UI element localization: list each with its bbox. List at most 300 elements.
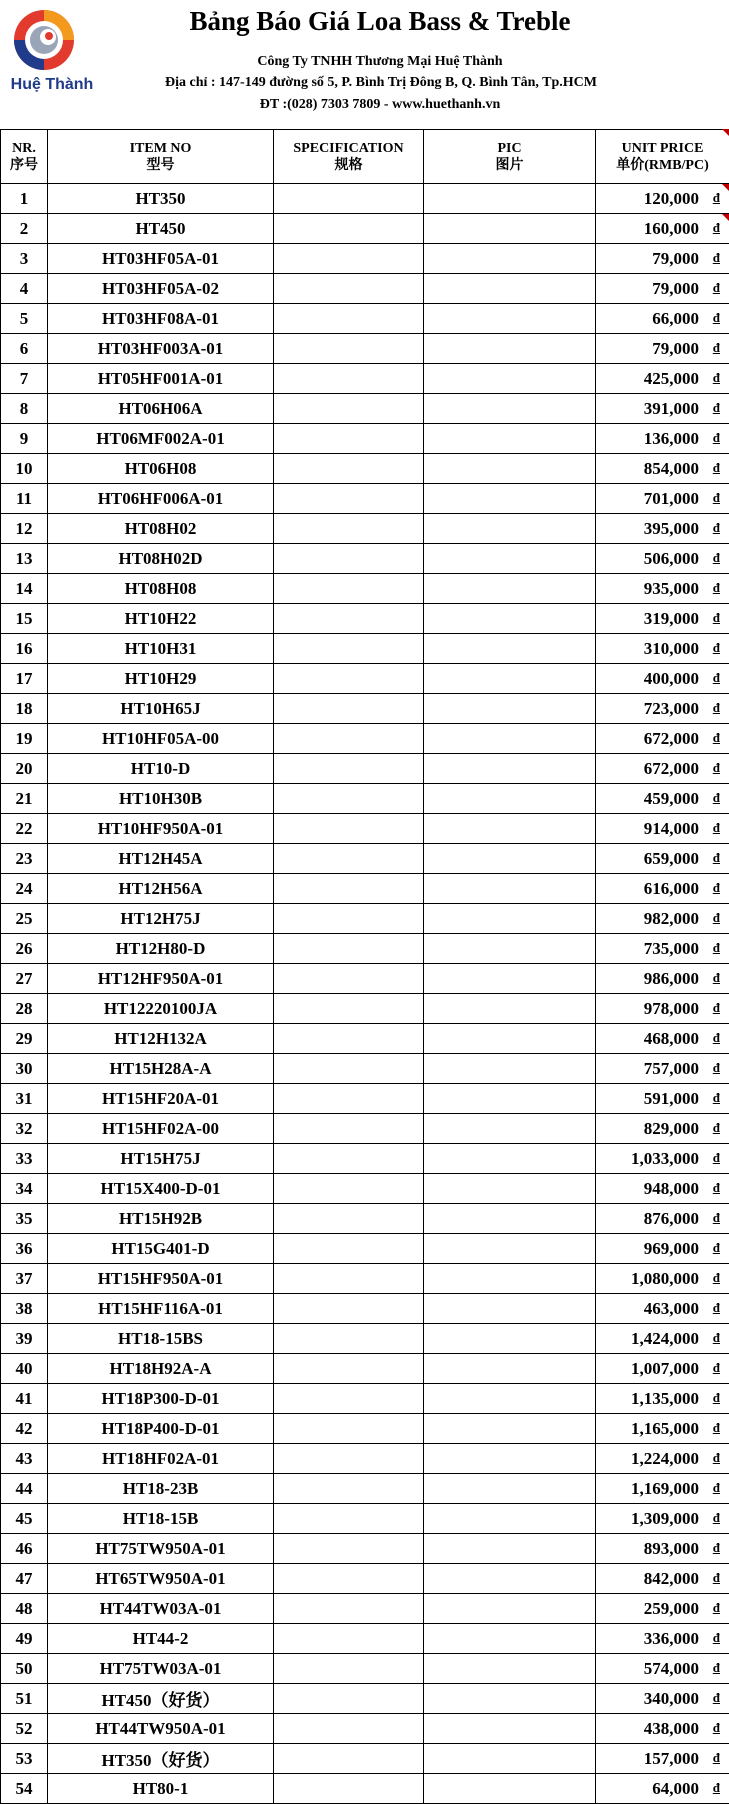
specification-cell xyxy=(274,1624,424,1654)
picture-cell xyxy=(424,544,596,574)
currency-symbol: đ xyxy=(712,250,720,265)
currency-symbol: đ xyxy=(712,580,720,595)
table-row xyxy=(1,814,729,844)
table-row xyxy=(1,1744,729,1774)
comment-marker xyxy=(722,184,729,191)
unit-price-value: 1,224,000 xyxy=(631,1448,699,1468)
unit-price-value: 463,000 xyxy=(643,1298,699,1318)
unit-price-value: 978,000 xyxy=(643,998,699,1018)
logo-text: Huệ Thành xyxy=(10,76,94,93)
row-number: 50 xyxy=(1,1654,48,1684)
currency-symbol: đ xyxy=(712,1330,720,1345)
specification-cell xyxy=(274,394,424,424)
unit-price-cell xyxy=(596,184,729,214)
picture-cell xyxy=(424,274,596,304)
item-number: HT18-23B xyxy=(48,1474,274,1504)
row-number: 4 xyxy=(1,274,48,304)
specification-cell xyxy=(274,1144,424,1174)
row-number: 17 xyxy=(1,664,48,694)
currency-symbol: đ xyxy=(712,1270,720,1285)
item-number: HT12220100JA xyxy=(48,994,274,1024)
picture-cell xyxy=(424,904,596,934)
table-row xyxy=(1,1414,729,1444)
currency-symbol: đ xyxy=(712,1420,720,1435)
unit-price-cell xyxy=(596,1114,729,1144)
column-header-pic xyxy=(424,130,596,184)
currency-symbol: đ xyxy=(712,1600,720,1615)
picture-cell xyxy=(424,844,596,874)
row-number: 40 xyxy=(1,1354,48,1384)
specification-cell xyxy=(274,364,424,394)
specification-cell xyxy=(274,244,424,274)
currency-symbol: đ xyxy=(712,460,720,475)
currency-symbol: đ xyxy=(712,1570,720,1585)
row-number: 8 xyxy=(1,394,48,424)
table-row xyxy=(1,1384,729,1414)
unit-price-value: 948,000 xyxy=(643,1178,699,1198)
specification-cell xyxy=(274,184,424,214)
item-number: HT350 xyxy=(48,184,274,214)
table-row xyxy=(1,1174,729,1204)
item-number: HT75TW950A-01 xyxy=(48,1534,274,1564)
item-number: HT15H75J xyxy=(48,1144,274,1174)
unit-price-value: 310,000 xyxy=(643,638,699,658)
specification-cell xyxy=(274,1294,424,1324)
currency-symbol: đ xyxy=(712,640,720,655)
item-number: HT05HF001A-01 xyxy=(48,364,274,394)
row-number: 51 xyxy=(1,1684,48,1714)
unit-price-value: 391,000 xyxy=(643,398,699,418)
specification-cell xyxy=(274,1234,424,1264)
row-number: 31 xyxy=(1,1084,48,1114)
row-number: 23 xyxy=(1,844,48,874)
table-row xyxy=(1,634,729,664)
specification-cell xyxy=(274,1204,424,1234)
column-header-item-en: ITEM NO xyxy=(129,140,192,156)
picture-cell xyxy=(424,364,596,394)
currency-symbol: đ xyxy=(712,940,720,955)
picture-cell xyxy=(424,1114,596,1144)
unit-price-cell xyxy=(596,274,729,304)
unit-price-cell xyxy=(596,1444,729,1474)
item-number: HT65TW950A-01 xyxy=(48,1564,274,1594)
table-row xyxy=(1,754,729,784)
currency-symbol: đ xyxy=(712,430,720,445)
unit-price-cell xyxy=(596,1474,729,1504)
unit-price-value: 66,000 xyxy=(652,308,699,328)
row-number: 12 xyxy=(1,514,48,544)
table-row xyxy=(1,1624,729,1654)
unit-price-cell xyxy=(596,1264,729,1294)
currency-symbol: đ xyxy=(712,1780,720,1795)
unit-price-cell xyxy=(596,694,729,724)
currency-symbol: đ xyxy=(712,1540,720,1555)
unit-price-value: 120,000 xyxy=(643,188,699,208)
unit-price-value: 1,309,000 xyxy=(631,1508,699,1528)
unit-price-cell xyxy=(596,1324,729,1354)
unit-price-cell xyxy=(596,1534,729,1564)
currency-symbol: đ xyxy=(712,1180,720,1195)
specification-cell xyxy=(274,1084,424,1114)
item-number: HT44-2 xyxy=(48,1624,274,1654)
row-number: 38 xyxy=(1,1294,48,1324)
table-row xyxy=(1,424,729,454)
unit-price-value: 438,000 xyxy=(643,1718,699,1738)
unit-price-cell xyxy=(596,634,729,664)
item-number: HT18-15BS xyxy=(48,1324,274,1354)
item-number: HT10H22 xyxy=(48,604,274,634)
picture-cell xyxy=(424,724,596,754)
table-row xyxy=(1,214,729,244)
unit-price-value: 876,000 xyxy=(643,1208,699,1228)
unit-price-value: 340,000 xyxy=(643,1688,699,1708)
currency-symbol: đ xyxy=(712,850,720,865)
unit-price-cell xyxy=(596,754,729,784)
unit-price-cell xyxy=(596,1084,729,1114)
row-number: 11 xyxy=(1,484,48,514)
specification-cell xyxy=(274,1654,424,1684)
unit-price-cell xyxy=(596,814,729,844)
unit-price-cell xyxy=(596,1414,729,1444)
page-title: Bảng Báo Giá Loa Bass & Treble xyxy=(189,6,571,36)
unit-price-value: 574,000 xyxy=(643,1658,699,1678)
currency-symbol: đ xyxy=(712,370,720,385)
unit-price-value: 425,000 xyxy=(643,368,699,388)
row-number: 35 xyxy=(1,1204,48,1234)
row-number: 52 xyxy=(1,1714,48,1744)
table-body xyxy=(1,184,729,1804)
picture-cell xyxy=(424,754,596,784)
specification-cell xyxy=(274,1024,424,1054)
row-number: 19 xyxy=(1,724,48,754)
specification-cell xyxy=(274,304,424,334)
logo-icon xyxy=(4,6,90,76)
column-header-specification-zh: 规格 xyxy=(334,157,363,173)
row-number: 14 xyxy=(1,574,48,604)
picture-cell xyxy=(424,214,596,244)
unit-price-cell xyxy=(596,964,729,994)
unit-price-value: 914,000 xyxy=(643,818,699,838)
currency-symbol: đ xyxy=(712,760,720,775)
currency-symbol: đ xyxy=(712,910,720,925)
specification-cell xyxy=(274,1594,424,1624)
row-number: 22 xyxy=(1,814,48,844)
item-number: HT350（好货） xyxy=(48,1744,274,1774)
table-row xyxy=(1,1444,729,1474)
unit-price-value: 468,000 xyxy=(643,1028,699,1048)
item-number: HT12H45A xyxy=(48,844,274,874)
picture-cell xyxy=(424,694,596,724)
item-number: HT10HF950A-01 xyxy=(48,814,274,844)
item-number: HT03HF003A-01 xyxy=(48,334,274,364)
picture-cell xyxy=(424,934,596,964)
item-number: HT10H31 xyxy=(48,634,274,664)
table-row xyxy=(1,454,729,484)
specification-cell xyxy=(274,1054,424,1084)
unit-price-value: 136,000 xyxy=(643,428,699,448)
item-number: HT12H75J xyxy=(48,904,274,934)
item-number: HT15G401-D xyxy=(48,1234,274,1264)
unit-price-value: 1,033,000 xyxy=(631,1148,699,1168)
picture-cell xyxy=(424,1774,596,1804)
picture-cell xyxy=(424,994,596,1024)
picture-cell xyxy=(424,1504,596,1534)
item-number: HT18-15B xyxy=(48,1504,274,1534)
unit-price-value: 79,000 xyxy=(652,278,699,298)
unit-price-cell xyxy=(596,394,729,424)
specification-cell xyxy=(274,1534,424,1564)
item-number: HT450（好货） xyxy=(48,1684,274,1714)
row-number: 46 xyxy=(1,1534,48,1564)
table-row xyxy=(1,184,729,214)
specification-cell xyxy=(274,964,424,994)
row-number: 28 xyxy=(1,994,48,1024)
item-number: HT75TW03A-01 xyxy=(48,1654,274,1684)
table-row xyxy=(1,1564,729,1594)
table-row xyxy=(1,1594,729,1624)
table-row xyxy=(1,604,729,634)
unit-price-value: 829,000 xyxy=(643,1118,699,1138)
row-number: 1 xyxy=(1,184,48,214)
currency-symbol: đ xyxy=(712,880,720,895)
picture-cell xyxy=(424,394,596,424)
unit-price-cell xyxy=(596,364,729,394)
currency-symbol: đ xyxy=(712,1510,720,1525)
picture-cell xyxy=(424,184,596,214)
table-row xyxy=(1,724,729,754)
unit-price-value: 506,000 xyxy=(643,548,699,568)
column-header-nr xyxy=(1,130,48,184)
currency-symbol: đ xyxy=(712,730,720,745)
page-header xyxy=(0,0,729,128)
column-header-item xyxy=(48,130,274,184)
row-number: 6 xyxy=(1,334,48,364)
table-row xyxy=(1,364,729,394)
currency-symbol: đ xyxy=(712,700,720,715)
table-row xyxy=(1,874,729,904)
column-header-unit-price xyxy=(596,130,729,184)
unit-price-value: 1,135,000 xyxy=(631,1388,699,1408)
picture-cell xyxy=(424,454,596,484)
item-number: HT10H29 xyxy=(48,664,274,694)
specification-cell xyxy=(274,1384,424,1414)
unit-price-cell xyxy=(596,1684,729,1714)
specification-cell xyxy=(274,544,424,574)
unit-price-cell xyxy=(596,1714,729,1744)
unit-price-value: 982,000 xyxy=(643,908,699,928)
row-number: 20 xyxy=(1,754,48,784)
currency-symbol: đ xyxy=(712,1150,720,1165)
table-row xyxy=(1,244,729,274)
currency-symbol: đ xyxy=(712,1360,720,1375)
table-row xyxy=(1,544,729,574)
row-number: 53 xyxy=(1,1744,48,1774)
specification-cell xyxy=(274,934,424,964)
unit-price-value: 79,000 xyxy=(652,248,699,268)
specification-cell xyxy=(274,754,424,784)
row-number: 39 xyxy=(1,1324,48,1354)
currency-symbol: đ xyxy=(712,820,720,835)
specification-cell xyxy=(274,604,424,634)
unit-price-cell xyxy=(596,424,729,454)
unit-price-cell xyxy=(596,1654,729,1684)
item-number: HT12H56A xyxy=(48,874,274,904)
item-number: HT450 xyxy=(48,214,274,244)
picture-cell xyxy=(424,1654,596,1684)
picture-cell xyxy=(424,1534,596,1564)
table-row xyxy=(1,844,729,874)
row-number: 32 xyxy=(1,1114,48,1144)
item-number: HT80-1 xyxy=(48,1774,274,1804)
unit-price-value: 160,000 xyxy=(643,218,699,238)
picture-cell xyxy=(424,244,596,274)
picture-cell xyxy=(424,1354,596,1384)
row-number: 2 xyxy=(1,214,48,244)
specification-cell xyxy=(274,514,424,544)
currency-symbol: đ xyxy=(712,1630,720,1645)
row-number: 54 xyxy=(1,1774,48,1804)
column-header-unit-price-zh: 单价(RMB/PC) xyxy=(616,157,709,173)
unit-price-value: 591,000 xyxy=(643,1088,699,1108)
unit-price-value: 336,000 xyxy=(643,1628,699,1648)
specification-cell xyxy=(274,994,424,1024)
unit-price-value: 672,000 xyxy=(643,758,699,778)
table-row xyxy=(1,274,729,304)
specification-cell xyxy=(274,1444,424,1474)
item-number: HT15HF20A-01 xyxy=(48,1084,274,1114)
item-number: HT12HF950A-01 xyxy=(48,964,274,994)
currency-symbol: đ xyxy=(712,1720,720,1735)
currency-symbol: đ xyxy=(712,1240,720,1255)
picture-cell xyxy=(424,664,596,694)
specification-cell xyxy=(274,664,424,694)
unit-price-cell xyxy=(596,904,729,934)
picture-cell xyxy=(424,1564,596,1594)
unit-price-cell xyxy=(596,1054,729,1084)
row-number: 16 xyxy=(1,634,48,664)
currency-symbol: đ xyxy=(712,970,720,985)
column-header-specification-en: SPECIFICATION xyxy=(293,140,404,156)
row-number: 36 xyxy=(1,1234,48,1264)
unit-price-cell xyxy=(596,784,729,814)
currency-symbol: đ xyxy=(712,1660,720,1675)
specification-cell xyxy=(274,334,424,364)
unit-price-value: 935,000 xyxy=(643,578,699,598)
picture-cell xyxy=(424,1294,596,1324)
unit-price-value: 969,000 xyxy=(643,1238,699,1258)
unit-price-cell xyxy=(596,1294,729,1324)
table-row xyxy=(1,1054,729,1084)
column-header-pic-en: PIC xyxy=(497,140,522,156)
specification-cell xyxy=(274,1324,424,1354)
unit-price-cell xyxy=(596,1204,729,1234)
specification-cell xyxy=(274,904,424,934)
unit-price-value: 854,000 xyxy=(643,458,699,478)
unit-price-cell xyxy=(596,1234,729,1264)
row-number: 44 xyxy=(1,1474,48,1504)
unit-price-value: 459,000 xyxy=(643,788,699,808)
table-row xyxy=(1,1324,729,1354)
picture-cell xyxy=(424,1594,596,1624)
picture-cell xyxy=(424,814,596,844)
row-number: 15 xyxy=(1,604,48,634)
unit-price-value: 259,000 xyxy=(643,1598,699,1618)
unit-price-value: 986,000 xyxy=(643,968,699,988)
item-number: HT06H08 xyxy=(48,454,274,484)
picture-cell xyxy=(424,514,596,544)
item-number: HT03HF08A-01 xyxy=(48,304,274,334)
item-number: HT15HF02A-00 xyxy=(48,1114,274,1144)
table-row xyxy=(1,904,729,934)
item-number: HT15H92B xyxy=(48,1204,274,1234)
unit-price-value: 842,000 xyxy=(643,1568,699,1588)
currency-symbol: đ xyxy=(712,610,720,625)
currency-symbol: đ xyxy=(712,1300,720,1315)
unit-price-cell xyxy=(596,244,729,274)
picture-cell xyxy=(424,784,596,814)
unit-price-cell xyxy=(596,304,729,334)
price-table xyxy=(0,129,729,1804)
picture-cell xyxy=(424,574,596,604)
picture-cell xyxy=(424,1474,596,1504)
specification-cell xyxy=(274,1774,424,1804)
specification-cell xyxy=(274,1714,424,1744)
item-number: HT06HF006A-01 xyxy=(48,484,274,514)
item-number: HT10-D xyxy=(48,754,274,784)
item-number: HT03HF05A-02 xyxy=(48,274,274,304)
currency-symbol: đ xyxy=(712,190,720,205)
picture-cell xyxy=(424,1024,596,1054)
comment-marker xyxy=(722,214,729,221)
currency-symbol: đ xyxy=(712,1390,720,1405)
specification-cell xyxy=(274,694,424,724)
currency-symbol: đ xyxy=(712,1090,720,1105)
item-number: HT15HF950A-01 xyxy=(48,1264,274,1294)
column-header-specification xyxy=(274,130,424,184)
item-number: HT12H132A xyxy=(48,1024,274,1054)
company-address: Địa chỉ : 147-149 đường số 5, P. Bình Trị Đông B, Q. Bình Tân, Tp.HCM xyxy=(165,75,597,90)
company-logo xyxy=(4,6,94,93)
currency-symbol: đ xyxy=(712,310,720,325)
unit-price-cell xyxy=(596,994,729,1024)
item-number: HT08H02D xyxy=(48,544,274,574)
currency-symbol: đ xyxy=(712,550,720,565)
item-number: HT44TW950A-01 xyxy=(48,1714,274,1744)
currency-symbol: đ xyxy=(712,1030,720,1045)
unit-price-value: 616,000 xyxy=(643,878,699,898)
item-number: HT10H65J xyxy=(48,694,274,724)
specification-cell xyxy=(274,1474,424,1504)
row-number: 10 xyxy=(1,454,48,484)
column-header-unit-price-en: UNIT PRICE xyxy=(621,140,704,156)
picture-cell xyxy=(424,1144,596,1174)
unit-price-cell xyxy=(596,1384,729,1414)
item-number: HT15H28A-A xyxy=(48,1054,274,1084)
row-number: 37 xyxy=(1,1264,48,1294)
table-row xyxy=(1,664,729,694)
unit-price-cell xyxy=(596,454,729,484)
row-number: 27 xyxy=(1,964,48,994)
currency-symbol: đ xyxy=(712,490,720,505)
specification-cell xyxy=(274,874,424,904)
table-row xyxy=(1,1474,729,1504)
unit-price-value: 157,000 xyxy=(643,1748,699,1768)
specification-cell xyxy=(274,724,424,754)
row-number: 34 xyxy=(1,1174,48,1204)
unit-price-cell xyxy=(596,484,729,514)
picture-cell xyxy=(424,1324,596,1354)
picture-cell xyxy=(424,1054,596,1084)
